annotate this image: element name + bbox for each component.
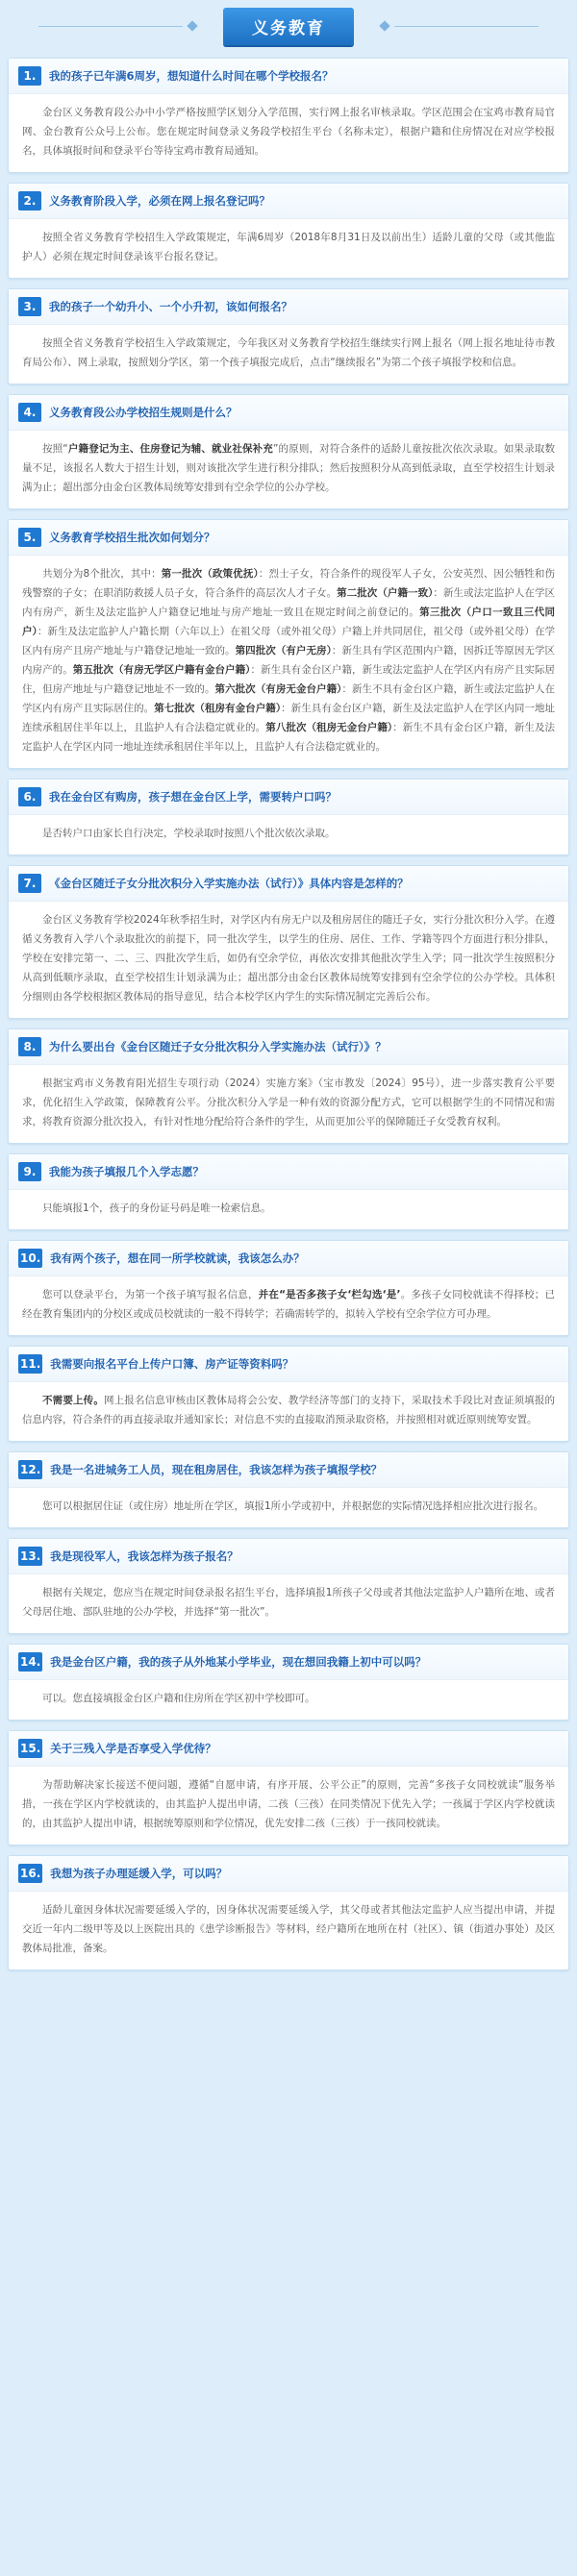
question-number: 14. [18,1652,42,1672]
answer-text-part: ：新生不具有金台区户籍，新生或法定监护人在学区内有房产且实际居住的。 [22,683,556,714]
answer-emphasis: 不需要上传。 [42,1395,104,1406]
question-text: 我是金台区户籍，我的孩子从外地某小学毕业，现在想回我籍上初中可以吗？ [50,1655,427,1669]
question-row [9,780,568,815]
answer-text: 按照全省义务教育学校招生入学政策规定，年满6周岁（2018年8月31日及以前出生）适龄儿童的父母（或其他监护人）必须在规定时间登录该平台报名登记。 [22,232,555,262]
question-text: 我的孩子一个幼升小、一个小升初，该如何报名？ [49,300,292,313]
qa-card [8,1730,569,1845]
qa-card [8,1644,569,1721]
question-text: 关于三残入学是否享受入学优待？ [50,1742,216,1755]
batch-name: 第五批次（有房无学区户籍有金台户籍） [72,664,251,676]
banner-diamond-right [379,20,389,31]
question-number: 8. [18,1037,41,1056]
answer-text [9,556,568,756]
answer-text-part: ：新生或法定监护人在学区内有房产，新生及法定监护人户籍登记地址与房产地址一致且在规定时间之前登记的。 [22,587,556,618]
answer-text [9,431,568,497]
qa-card [8,1028,569,1144]
question-row [9,1539,568,1574]
header-banner [0,0,577,52]
question-number: 2. [18,191,41,211]
question-text: 我是现役军人，我该怎样为孩子报名？ [50,1549,238,1563]
banner-divider-left [38,26,183,27]
question-row [9,184,568,219]
qa-card [8,288,569,384]
answer-text-part: 。多孩子女同校就读不得择校；已经在教育集团内的分校区或成员校就读的一般不得转学；若确需转学的，拟转入学校有空余学位方可办理。 [22,1289,556,1320]
question-text: 为什么要出台《金台区随迁子女分批次积分入学实施办法（试行）》？ [49,1040,387,1053]
question-number: 13. [18,1547,42,1566]
question-number: 15. [18,1739,42,1758]
question-text: 义务教育阶段入学，必须在网上报名登记吗？ [49,194,270,208]
banner-divider-right [394,26,539,27]
answer-text: 为帮助解决家长接送不便问题，遵循“自愿申请，有序开展、公平公正”的原则，完善“多孩子女同校就读”服务举措，一孩在学区内学校就读的，由其监护人提出申请，二孩（三孩）在同类情况下优先入学；一孩属于学区内学校就读的，由其监护人提出申请，根据统筹原则和学位情况，优先安排二孩（三孩）于一孩同校就读。 [22,1779,555,1829]
answer-text [9,1382,568,1429]
question-row [9,1452,568,1488]
banner-diamond-left [187,20,197,31]
batch-name: 第四批次（有户无房） [235,645,332,656]
question-row [9,1241,568,1276]
qa-list [0,58,577,1970]
qa-card [8,519,569,769]
answer-text-part: 共划分为8个批次，其中： [42,568,162,580]
qa-card [8,183,569,279]
qa-card [8,1240,569,1336]
answer-text: 可以。您直接填报金台区户籍和住房所在学区初中学校即可。 [42,1693,315,1704]
answer-text-part: ：新生具有金台区户籍，新生或法定监护人在学区内有房产且实际居住，但房产地址与户籍登记地址不一致的。 [22,664,556,695]
question-number: 6. [18,787,41,806]
batch-name: 第二批次（户籍一致） [337,587,434,599]
answer-text-part: ：烈士子女，符合条件的现役军人子女，公安英烈、因公牺牲和伤残警察的子女；在职消防救援人员子女，符合条件的高层次人才子女。 [22,568,556,599]
batch-name: 第八批次（租房无金台户籍） [265,722,393,733]
question-row [9,1856,568,1892]
question-text: 我能为孩子填报几个入学志愿？ [49,1165,204,1178]
batch-name: 第七批次（租房有金台户籍） [154,703,282,714]
question-text: 我是一名进城务工人员，现在租房居住，我该怎样为孩子填报学校？ [50,1463,383,1476]
question-number: 4. [18,403,41,422]
question-row [9,1347,568,1382]
question-number: 3. [18,297,41,316]
question-row [9,1154,568,1190]
answer-emphasis: 户籍登记为主、住房登记为辅、就业社保补充 [67,443,273,455]
question-row [9,1645,568,1680]
qa-card [8,1153,569,1230]
answer-text: 是否转户口由家长自行决定，学校录取时按照八个批次依次录取。 [42,828,336,839]
question-number: 16. [18,1864,42,1883]
answer-text: 根据宝鸡市义务教育阳光招生专项行动（2024）实施方案》（宝市教发〔2024〕95号），进一步落实教育公平要求，优化招生入学政策，保障教育公平。分批次积分入学是一种有效的资源分配方式，它可以根据学生的不同情况和需求，将教育资源分批次投入，有针对性地分配给符合条件的学生，从而更加公平的保障随迁子女受教育权利。 [22,1077,555,1127]
answer-emphasis: 并在“是否多孩子女‘栏勾选‘是’ [258,1289,401,1300]
answer-text-part: ：新生具有金台区户籍，新生及法定监护人在学区内同一地址连续承租居住半年以上，且监护人有合法稳定就业的。 [22,703,555,733]
answer-text-part: 按照“ [42,443,68,455]
question-row [9,520,568,556]
answer-text [9,1276,568,1324]
question-text: 我有两个孩子，想在同一所学校就读，我该怎么办？ [50,1251,305,1265]
answer-text: 根据有关规定，您应当在规定时间登录报名招生平台，选择填报1所孩子父母或者其他法定监护人户籍所在地、或者父母居住地、部队驻地的公办学校，并选择“第一批次”。 [22,1587,555,1618]
answer-text: 适龄儿童因身体状况需要延缓入学的，因身体状况需要延缓入学，其父母或者其他法定监护人应当提出申请，并提交近一年内二级甲等及以上医院出具的《患学诊断报告》等材料，经户籍所在地所在村（社区）、镇（街道办事处）及区教体局批准，备案。 [22,1904,555,1954]
answer-text-part: 网上报名信息审核由区教体局将会公安、教学经济等部门的支持下，采取技术手段比对查证须填报的信息内容，符合条件的再直接录取并通知家长；对信息不实的直接取消预录取资格，并按照相对就近原则统筹安置。 [22,1395,556,1425]
question-number: 9. [18,1162,41,1181]
question-text: 义务教育段公办学校招生规则是什么？ [49,406,238,419]
question-text: 我想为孩子办理延缓入学，可以吗？ [50,1867,228,1880]
question-text: 义务教育学校招生批次如何划分？ [49,531,215,544]
answer-text-part: ”的原则，对符合条件的适龄儿童按批次依次录取。如果录取数量不足，该报名人数大于招生计划，则对该批次学生进行积分排队；然后按照积分从高到低录取，直至学校招生计划录满为止；超出部分由金台区教体局统筹安排到有空余学位的公办学校。 [22,443,555,493]
question-text: 我在金台区有购房，孩子想在金台区上学，需要转户口吗？ [49,790,337,804]
qa-card [8,58,569,173]
qa-card [8,1346,569,1442]
question-number: 10. [18,1249,42,1268]
answer-text: 只能填报1个，孩子的身份证号码是唯一检索信息。 [42,1202,271,1214]
question-text: 我的孩子已年满6周岁，想知道什么时间在哪个学校报名？ [49,69,334,83]
answer-text-part: ：新生不具有金台区户籍，新生及法定监护人在学区内同一地址连续承租居住半年以上，且监护人有合法稳定就业的。 [22,722,556,753]
batch-name: 第六批次（有房无金台户籍） [214,683,342,695]
question-row [9,289,568,325]
question-text: 我需要向报名平台上传户口簿、房产证等资料吗？ [50,1357,294,1371]
question-row [9,395,568,431]
question-number: 7. [18,874,41,893]
question-number: 12. [18,1460,42,1479]
batch-name: 第一批次（政策优抚） [161,568,259,580]
qa-card [8,779,569,855]
question-number: 1. [18,66,41,86]
question-row [9,866,568,902]
answer-text: 您可以根据居住证（或住房）地址所在学区，填报1所小学或初中，并根据您的实际情况选择相应批次进行报名。 [42,1500,544,1512]
question-number: 5. [18,528,41,547]
qa-card [8,1538,569,1634]
answer-text: 金台区义务教育学校2024年秋季招生时，对学区内有房无户以及租房居住的随迁子女，实行分批次积分入学。在遵循义务教育入学八个录取批次的前提下，同一批次学生，以学生的住房、居住、工作、学籍等四个方面进行积分排队，学校在安排完第一、二、三、四批次学生后，如仍有空余学位，再依次安排其他批次学生入学；同一批次学生按照积分从高到低顺序录取，直至学校招生计划录满为止；超出部分由金台区教体局统筹安排到有空余学位的公办学校。具体积分细则由各学校根据区教体局的指导意见，结合本校学区内学生的实际情况制定完善后公布。 [22,914,555,1003]
answer-text-part: 您可以登录平台，为第一个孩子填写报名信息， [42,1289,259,1300]
answer-text: 金台区义务教育段公办中小学严格按照学区划分入学范围，实行网上报名审核录取。学区范围会在宝鸡市教育局官网、金台教育公众号上公布。您在规定时间登录义务段学校招生平台（名称未定），根据户籍和住房情况在对应学校报名，具体填报时间和登录平台等待宝鸡市教育局通知。 [22,107,555,157]
qa-card [8,1855,569,1970]
question-number: 11. [18,1354,42,1374]
answer-text-part: ：新生具有学区范围内户籍，因拆迁等原因无学区内房产的。 [22,645,556,676]
answer-text-part: ：新生及法定监护人户籍长期（六年以上）在祖父母（或外祖父母）户籍上并共同居住，祖父母（或外祖父母）在学区内有房产且房产地址与户籍登记地址一致的。 [22,626,556,656]
qa-card [8,865,569,1019]
qa-card [8,1451,569,1528]
page-title: 义务教育 [223,8,354,45]
qa-card [8,394,569,509]
answer-text: 按照全省义务教育学校招生入学政策规定，今年我区对义务教育学校招生继续实行网上报名（网上报名地址待市教育局公布）、网上录取，按照划分学区，第一个孩子填报完成后，点击“继续报名”为第二个孩子填报学校和信息。 [22,337,555,368]
question-row [9,1731,568,1767]
question-row [9,1029,568,1065]
question-text: 《金台区随迁子女分批次积分入学实施办法（试行）》具体内容是怎样的？ [49,877,409,890]
question-row [9,59,568,94]
batch-name: 第三批次（户口一致且三代同户） [22,607,556,637]
